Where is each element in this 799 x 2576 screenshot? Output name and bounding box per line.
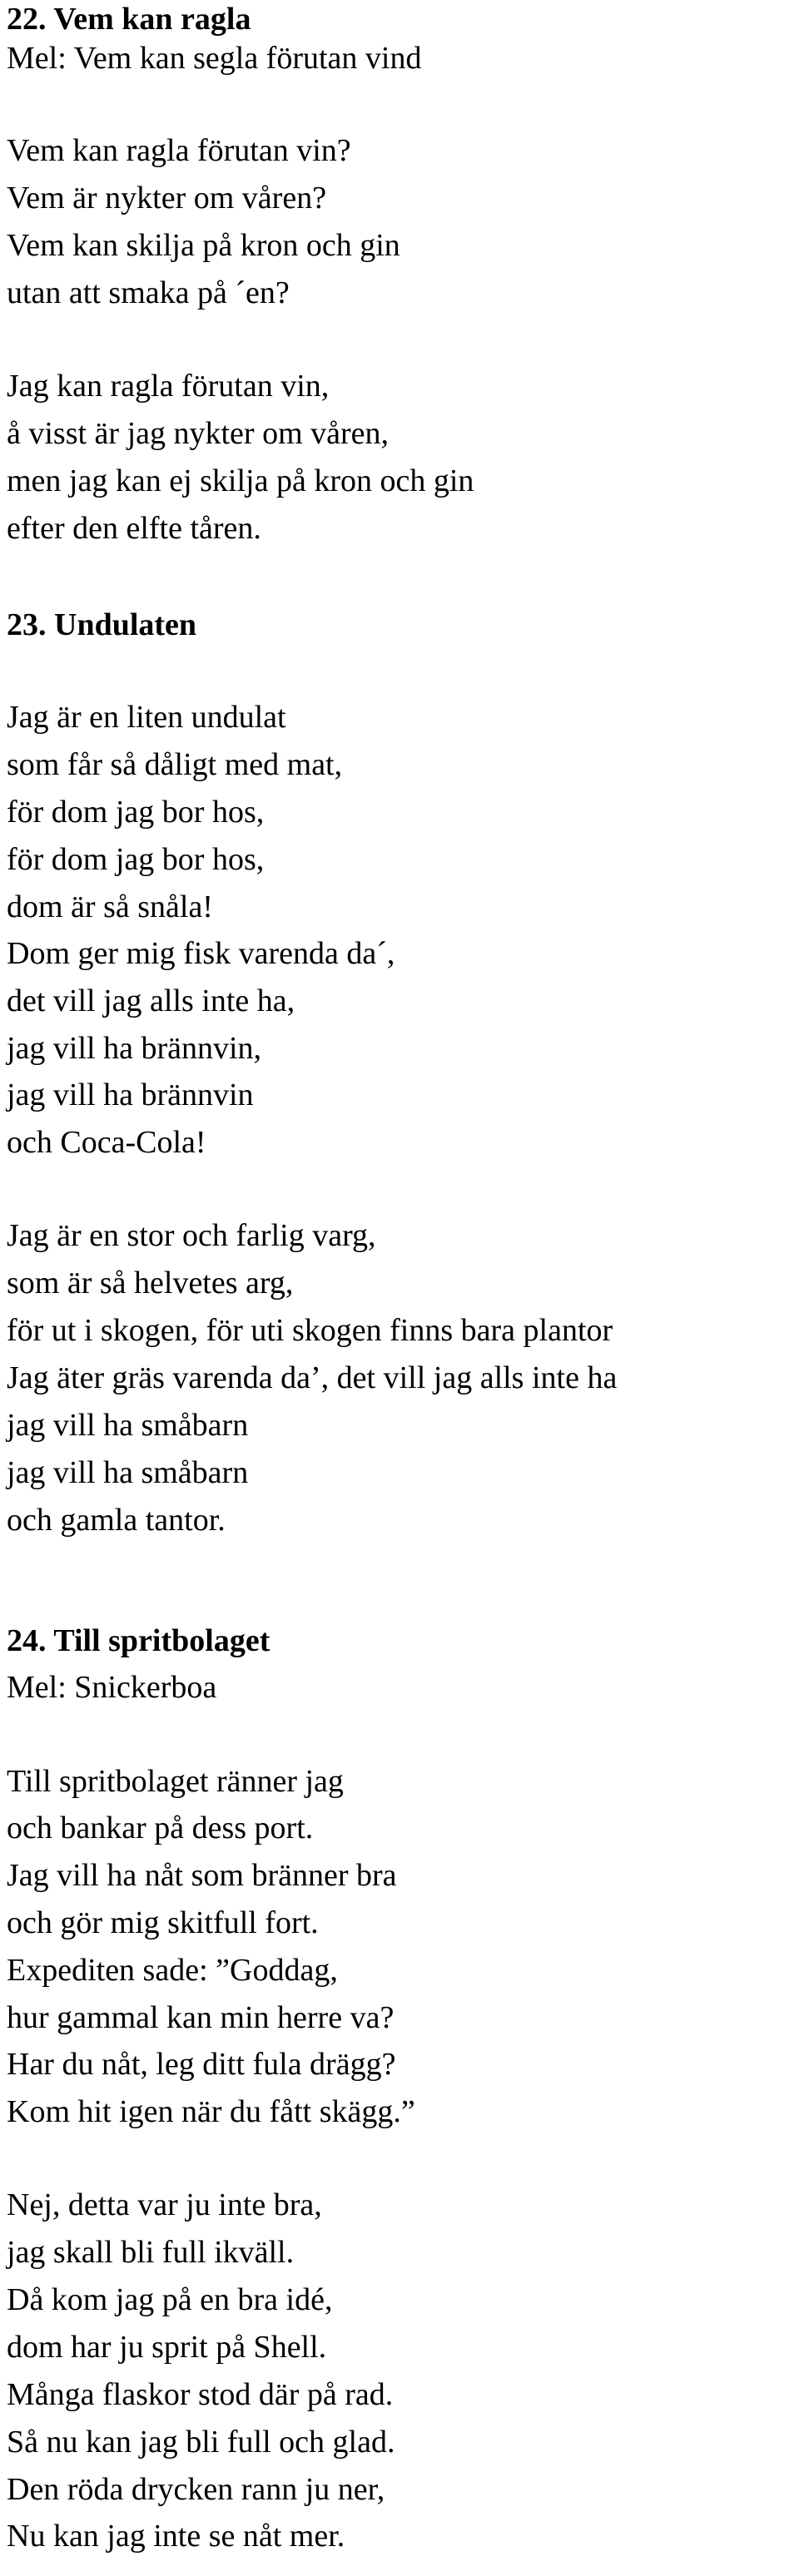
lyric-line: för ut i skogen, för uti skogen finns bara plantor [7,1313,613,1348]
lyric-line: Många flaskor stod där på rad. [7,2377,394,2412]
lyric-line: Så nu kan jag bli full och glad. [7,2425,395,2460]
lyric-line: hur gammal kan min herre va? [7,2000,395,2035]
lyric-line: Kom hit igen när du fått skägg.” [7,2094,415,2129]
lyric-line: för dom jag bor hos, [7,795,265,830]
lyric-line: som får så dåligt med mat, [7,747,343,782]
lyric-line: och gamla tantor. [7,1503,226,1538]
song-title: 23. Undulaten [7,607,197,642]
song-melody: Mel: Vem kan segla förutan vind [7,41,422,76]
lyric-line: jag skall bli full ikväll. [7,2235,295,2270]
song-title: 24. Till spritbolaget [7,1623,270,1658]
lyric-line: utan att smaka på ´en? [7,275,290,310]
lyric-line: jag vill ha småbarn [7,1408,249,1443]
song-melody: Mel: Snickerboa [7,1670,217,1705]
lyric-line: dom har ju sprit på Shell. [7,2330,327,2365]
lyric-line: Jag är en liten undulat [7,700,286,735]
lyric-line: och gör mig skitfull fort. [7,1905,319,1940]
lyric-line: Expediten sade: ”Goddag, [7,1953,338,1988]
lyric-line: Nu kan jag inte se nåt mer. [7,2519,345,2554]
lyric-line: efter den elfte tåren. [7,511,261,546]
lyric-line: Jag är en stor och farlig varg, [7,1218,376,1253]
lyric-line: som är så helvetes arg, [7,1266,294,1300]
lyric-line: Den röda drycken rann ju ner, [7,2472,385,2507]
lyric-line: Vem är nykter om våren? [7,181,327,215]
lyric-line: dom är så snåla! [7,889,213,924]
lyric-line: jag vill ha brännvin, [7,1031,262,1066]
lyric-line: och Coca-Cola! [7,1125,206,1160]
lyric-line: det vill jag alls inte ha, [7,983,295,1018]
lyric-line: Vem kan ragla förutan vin? [7,133,351,168]
lyric-line: Dom ger mig fisk varenda da´, [7,936,395,971]
lyric-line: Till spritbolaget ränner jag [7,1764,344,1799]
lyric-line: Jag kan ragla förutan vin, [7,369,330,404]
lyric-line: Jag vill ha nåt som bränner bra [7,1858,397,1893]
lyric-line: Nej, detta var ju inte bra, [7,2187,322,2222]
lyric-line: å visst är jag nykter om våren, [7,416,390,451]
lyric-line: Jag äter gräs varenda da’, det vill jag alls inte ha [7,1360,618,1395]
lyric-line: men jag kan ej skilja på kron och gin [7,463,474,498]
lyric-line: jag vill ha brännvin [7,1077,254,1112]
lyric-line: för dom jag bor hos, [7,842,265,877]
lyric-line: jag vill ha småbarn [7,1455,249,1490]
song-title: 22. Vem kan ragla [7,2,251,37]
lyric-line: Vem kan skilja på kron och gin [7,228,400,263]
lyric-line: Då kom jag på en bra idé, [7,2282,333,2317]
lyric-line: och bankar på dess port. [7,1811,314,1845]
lyric-line: Har du nåt, leg ditt fula drägg? [7,2047,396,2082]
